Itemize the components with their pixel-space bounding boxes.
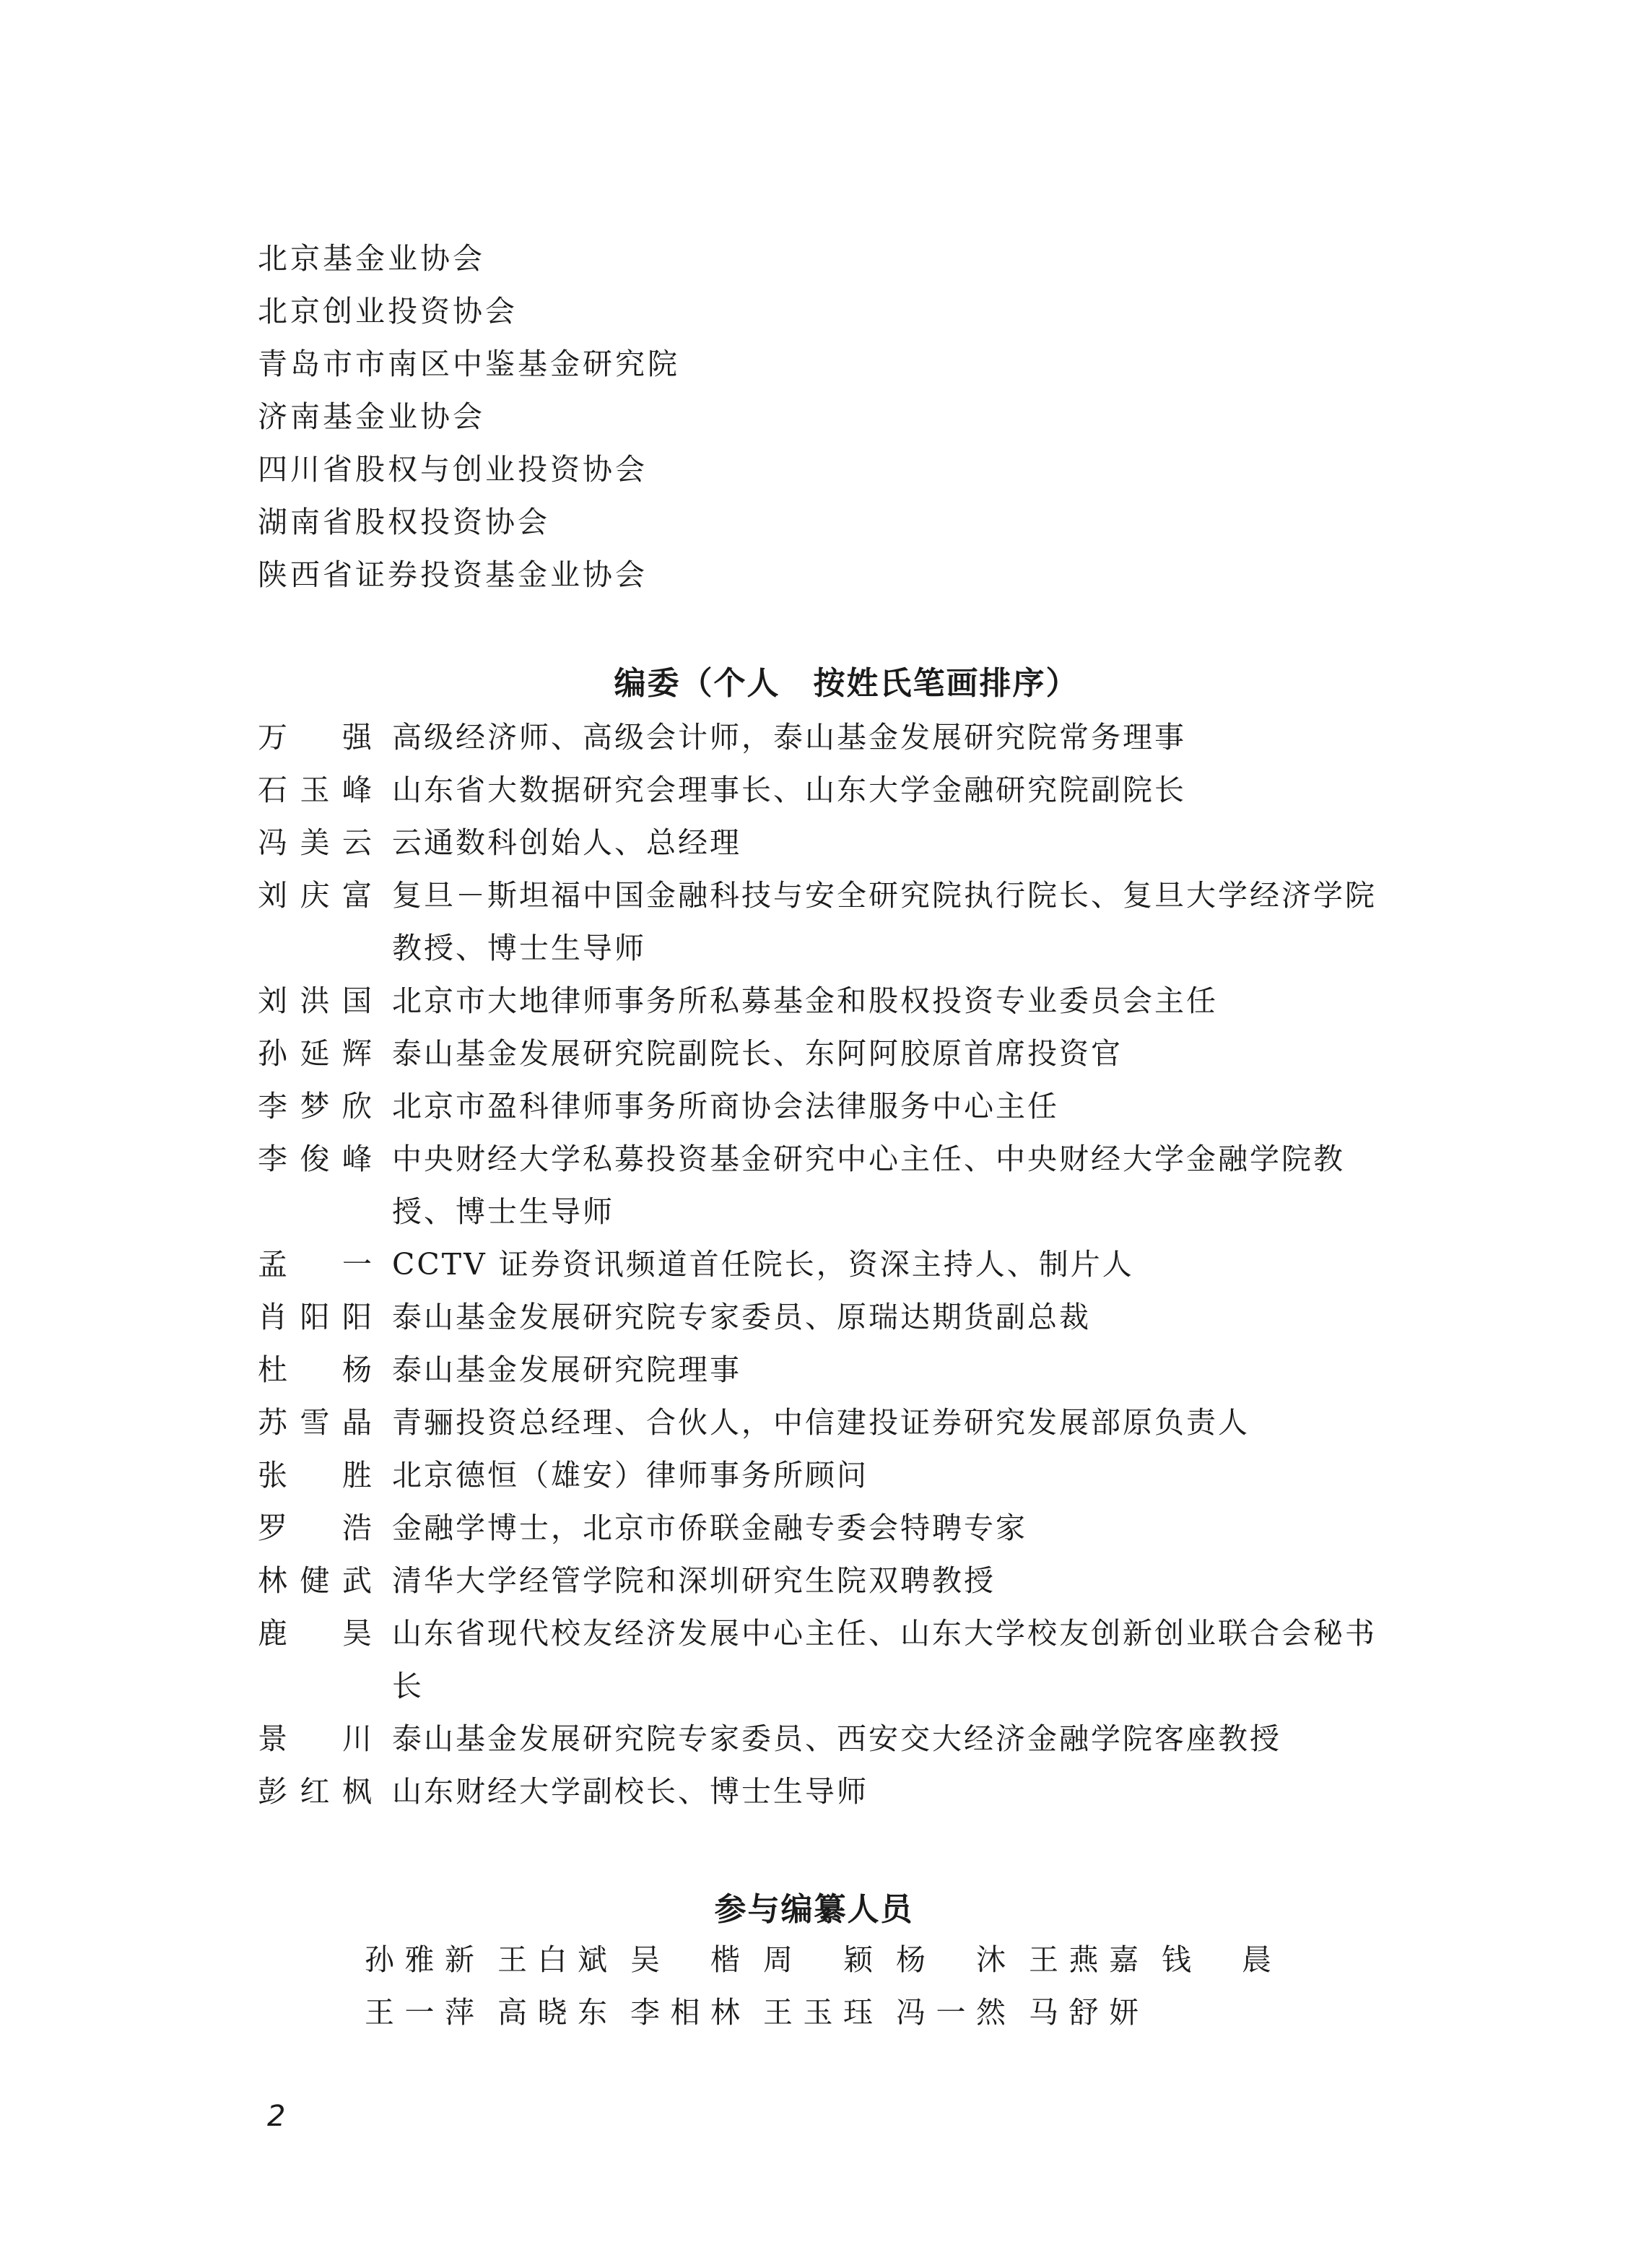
contributor-name: 孙雅新 — [365, 1942, 474, 1977]
editor-description: 云通数科创始人、总经理 — [392, 825, 741, 860]
editor-description: CCTV 证券资讯频道首任院长，资深主持人、制片人 — [392, 1247, 1134, 1282]
editor-description: 泰山基金发展研究院专家委员、西安交大经济金融学院客座教授 — [392, 1721, 1281, 1756]
editor-entry — [258, 764, 1384, 817]
editor-description: 青骊投资总经理、合伙人，中信建投证券研究发展部原负责人 — [392, 1405, 1250, 1440]
editor-name: 冯美云 — [258, 825, 373, 860]
editor-name: 杜 杨 — [258, 1352, 373, 1387]
editor-name: 林健武 — [258, 1563, 373, 1598]
editor-entry — [258, 1133, 1384, 1238]
contributor-name: 王燕嘉 — [1029, 1942, 1139, 1977]
editor-name: 李梦欣 — [258, 1089, 373, 1124]
editor-name: 景 川 — [258, 1721, 373, 1756]
contributor-name: 钱 晨 — [1162, 1942, 1271, 1977]
organization-list — [258, 233, 680, 601]
editor-description: 高级经济师、高级会计师，泰山基金发展研究院常务理事 — [392, 720, 1186, 755]
editors-heading: 编委（个人 按姓氏笔画排序） — [614, 665, 1079, 702]
editor-name: 刘洪国 — [258, 983, 373, 1018]
organization-item: 北京基金业协会 — [258, 241, 485, 276]
editor-entry — [258, 1765, 1384, 1818]
contributor-name: 杨 沐 — [896, 1942, 1006, 1977]
editor-entry — [258, 869, 1384, 975]
editor-description: 泰山基金发展研究院副院长、东阿阿胶原首席投资官 — [392, 1036, 1123, 1071]
editor-entry — [258, 1449, 1384, 1502]
editor-entry — [258, 1396, 1384, 1449]
editor-name: 苏雪晶 — [258, 1405, 373, 1440]
editor-entry — [258, 975, 1384, 1027]
page-number: 2 — [267, 2100, 286, 2133]
editor-entry — [258, 1713, 1384, 1765]
editor-entry — [258, 817, 1384, 869]
editor-description: 北京德恒（雄安）律师事务所顾问 — [392, 1458, 869, 1493]
contributor-name: 吴 楷 — [630, 1942, 740, 1977]
editor-description: 中央财经大学私募投资基金研究中心主任、中央财经大学金融学院教授、博士生导师 — [392, 1142, 1345, 1229]
contributor-name: 王白斌 — [497, 1942, 607, 1977]
editor-name: 罗 浩 — [258, 1511, 373, 1545]
contributor-name: 马舒妍 — [1029, 1995, 1139, 2030]
editor-description: 山东财经大学副校长、博士生导师 — [392, 1774, 869, 1809]
editor-name: 万 强 — [258, 720, 373, 755]
organization-item: 青岛市市南区中鉴基金研究院 — [258, 347, 680, 381]
editor-entry — [258, 1502, 1384, 1555]
organization-item: 湖南省股权投资协会 — [258, 505, 550, 539]
contributor-name: 王一萍 — [365, 1995, 474, 2030]
editor-name: 孙延辉 — [258, 1036, 373, 1071]
editor-description: 复旦－斯坦福中国金融科技与安全研究院执行院长、复旦大学经济学院教授、博士生导师 — [392, 878, 1377, 965]
editor-name: 李俊峰 — [258, 1142, 373, 1176]
editor-entry — [258, 1238, 1384, 1291]
editor-description: 北京市盈科律师事务所商协会法律服务中心主任 — [392, 1089, 1059, 1124]
editor-description: 山东省大数据研究会理事长、山东大学金融研究院副院长 — [392, 773, 1186, 807]
editor-entry — [258, 1344, 1384, 1396]
editor-entry — [258, 1291, 1384, 1344]
editor-entry — [258, 711, 1384, 764]
organization-item: 北京创业投资协会 — [258, 294, 518, 329]
contributors-heading: 参与编纂人员 — [714, 1891, 914, 1928]
organization-item: 陕西省证券投资基金业协会 — [258, 557, 648, 592]
editor-name: 彭红枫 — [258, 1774, 373, 1809]
editor-description: 泰山基金发展研究院专家委员、原瑞达期货副总裁 — [392, 1300, 1091, 1334]
contributor-name: 王玉珏 — [763, 1995, 873, 2030]
editor-name: 肖阳阳 — [258, 1300, 373, 1334]
editor-name: 鹿 昊 — [258, 1616, 373, 1651]
editor-description: 金融学博士，北京市侨联金融专委会特聘专家 — [392, 1511, 1027, 1545]
contributor-name: 冯一然 — [896, 1995, 1006, 2030]
contributors-row — [365, 1986, 1294, 2039]
organization-item: 济南基金业协会 — [258, 399, 485, 434]
editor-name: 石玉峰 — [258, 773, 373, 807]
editor-name: 张 胜 — [258, 1458, 373, 1493]
editor-description: 山东省现代校友经济发展中心主任、山东大学校友创新创业联合会秘书长 — [392, 1616, 1377, 1703]
editor-description: 泰山基金发展研究院理事 — [392, 1352, 741, 1387]
contributor-name: 李相林 — [630, 1995, 740, 2030]
editor-description: 北京市大地律师事务所私募基金和股权投资专业委员会主任 — [392, 983, 1218, 1018]
editors-list — [258, 711, 1384, 1818]
editor-entry — [258, 1027, 1384, 1080]
editor-entry — [258, 1080, 1384, 1133]
contributors-list — [365, 1934, 1294, 2039]
editor-description: 清华大学经管学院和深圳研究生院双聘教授 — [392, 1563, 996, 1598]
editor-name: 孟 一 — [258, 1247, 373, 1282]
editor-entry — [258, 1607, 1384, 1713]
editor-entry — [258, 1555, 1384, 1607]
contributor-name: 周 颖 — [763, 1942, 873, 1977]
contributor-name: 高晓东 — [497, 1995, 607, 2030]
editor-name: 刘庆富 — [258, 878, 373, 913]
organization-item: 四川省股权与创业投资协会 — [258, 452, 648, 487]
contributors-row — [365, 1934, 1294, 1986]
